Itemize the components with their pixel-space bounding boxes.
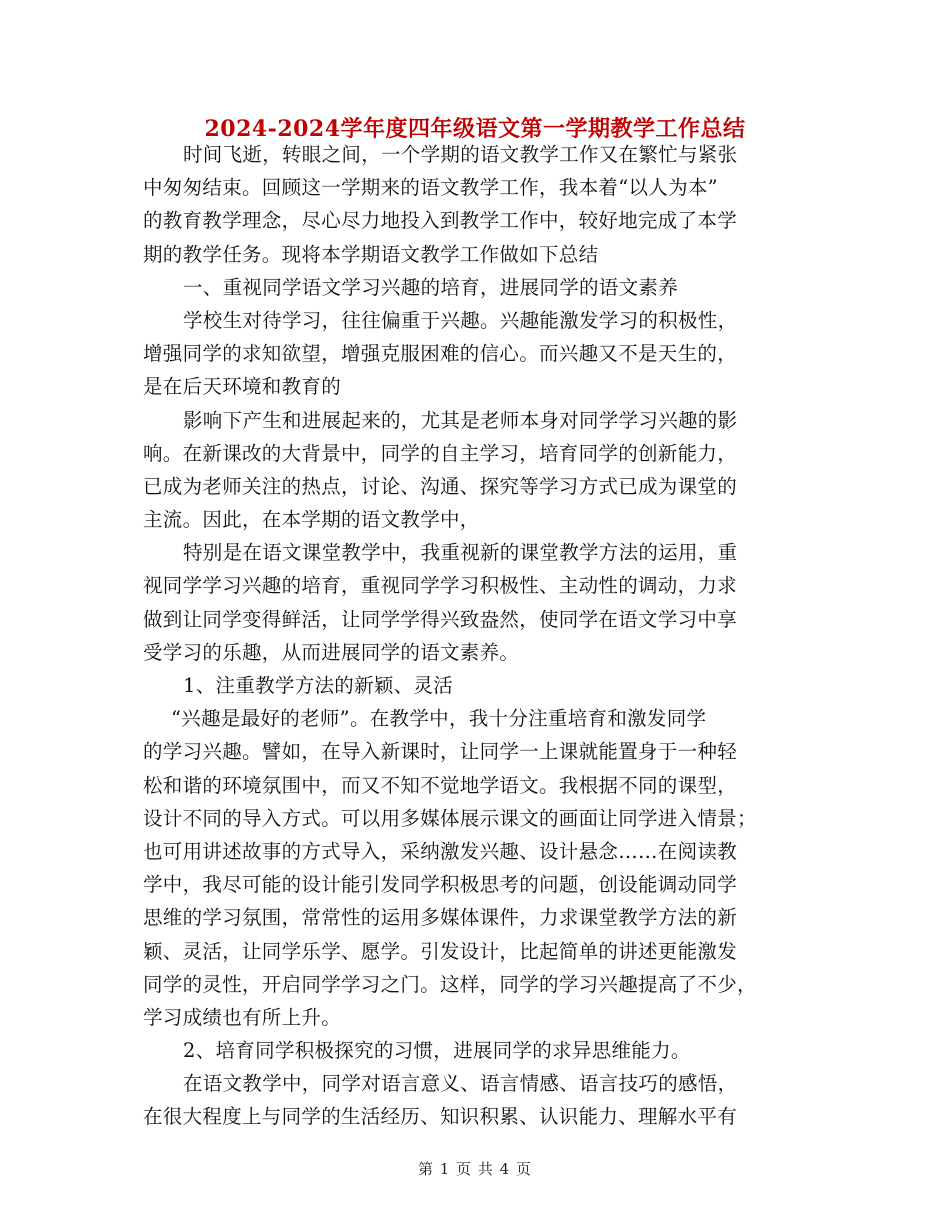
text-line: 时间飞逝，转眼之间，一个学期的语文教学工作又在繁忙与紧张 <box>183 143 738 166</box>
text-line: “兴趣是最好的老师”。在教学中，我十分注重培育和激发同学 <box>171 707 707 731</box>
text-line: 的教育教学理念，尽心尽力地投入到教学工作中，较好地完成了本学 <box>143 209 738 233</box>
text-line: 也可用讲述故事的方式导入，采纳激发兴趣、设计悬念……在阅读教 <box>143 839 738 863</box>
page-footer: 第 1 页 共 4 页 <box>418 1160 532 1178</box>
text-line: 是在后天环境和教育的 <box>143 375 342 399</box>
text-line: 学中，我尽可能的设计能引发同学积极思考的问题，创设能调动同学 <box>143 873 738 897</box>
text-line: 颖、灵活，让同学乐学、愿学。引发设计，比起简单的讲述更能激发 <box>143 939 738 963</box>
text-line: 响。在新课改的大背景中，同学的自主学习，培育同学的创新能力， <box>143 441 738 465</box>
text-line: 视同学学习兴趣的培育，重视同学学习积极性、主动性的调动，力求 <box>143 574 738 598</box>
text-line: 在很大程度上与同学的生活经历、知识积累、认识能力、理解水平有 <box>143 1105 738 1129</box>
text-line: 中匆匆结束。回顾这一学期来的语文教学工作，我本着“以人为本” <box>143 176 718 200</box>
section-heading: 一、重视同学语文学习兴趣的培育，进展同学的语文素养 <box>183 275 679 299</box>
text-line: 影响下产生和进展起来的，尤其是老师本身对同学学习兴趣的影 <box>183 408 738 432</box>
document-title: 2024-2024学年度四年级语文第一学期教学工作总结 <box>204 116 746 142</box>
text-line: 特别是在语文课堂教学中，我重视新的课堂教学方法的运用，重 <box>183 541 738 565</box>
text-line: 思维的学习氛围，常常性的运用多媒体课件，力求课堂教学方法的新 <box>143 906 738 930</box>
subsection-heading: 1、注重教学方法的新颖、灵活 <box>183 674 454 697</box>
text-line: 在语文教学中，同学对语言意义、语言情感、语言技巧的感悟， <box>183 1072 738 1096</box>
document-body <box>143 138 815 1134</box>
text-line: 松和谐的环境氛围中，而又不知不觉地学语文。我根据不同的课型， <box>143 773 738 797</box>
text-line: 同学的灵性，开启同学学习之门。这样，同学的学习兴趣提高了不少， <box>143 972 757 996</box>
text-line: 主流。因此，在本学期的语文教学中， <box>143 508 480 532</box>
text-line: 的学习兴趣。譬如，在导入新课时，让同学一上课就能置身于一种轻 <box>143 740 738 764</box>
text-line: 学习成绩也有所上升。 <box>143 1005 342 1029</box>
text-line: 学校生对待学习，往往偏重于兴趣。兴趣能激发学习的积极性， <box>183 308 738 332</box>
text-line: 期的教学任务。现将本学期语文教学工作做如下总结 <box>143 242 599 266</box>
text-line: 做到让同学变得鲜活，让同学学得兴致盎然，使同学在语文学习中享 <box>143 607 738 631</box>
text-line: 设计不同的导入方式。可以用多媒体展示课文的画面让同学进入情景； <box>143 806 757 830</box>
text-line: 增强同学的求知欲望，增强克服困难的信心。而兴趣又不是天生的， <box>143 342 738 366</box>
text-line: 受学习的乐趣，从而进展同学的语文素养。 <box>143 640 520 664</box>
subsection-heading: 2、培育同学积极探究的习惯，进展同学的求异思维能力。 <box>183 1039 691 1063</box>
text-line: 已成为老师关注的热点，讨论、沟通、探究等学习方式已成为课堂的 <box>143 474 738 498</box>
